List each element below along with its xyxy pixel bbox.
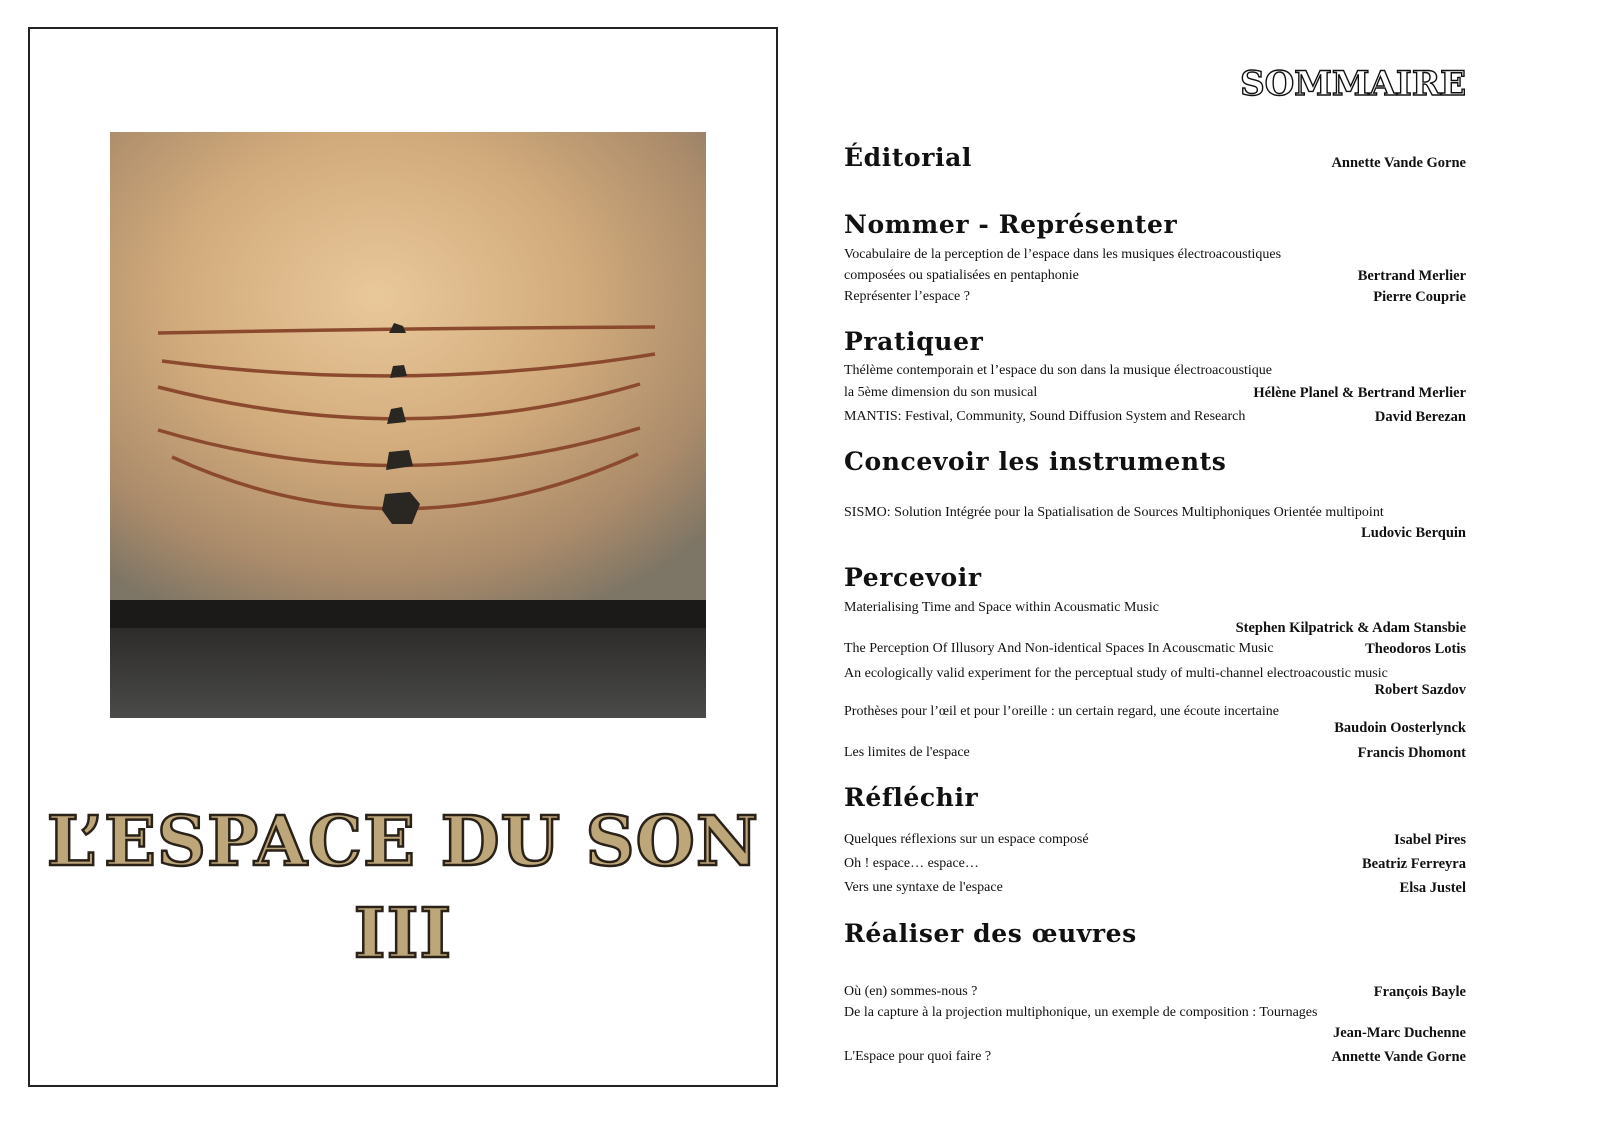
section-title-percevoir: Percevoir: [844, 563, 982, 592]
toc-author: Pierre Couprie: [1373, 289, 1466, 305]
toc-entry: la 5ème dimension du son musical: [844, 385, 1038, 400]
toc-author: Theodoros Lotis: [1365, 641, 1466, 657]
section-title-reflechir: Réfléchir: [844, 783, 979, 812]
toc-author: Annette Vande Gorne: [1331, 1049, 1466, 1065]
toc-author: François Bayle: [1373, 984, 1466, 1000]
toc-author: Jean-Marc Duchenne: [1332, 1025, 1466, 1041]
toc-entry: SISMO: Solution Intégrée pour la Spatialisation de Sources Multiphoniques Orientée multipoint: [844, 505, 1384, 520]
cover-photograph: [110, 132, 706, 718]
toc-author: Stephen Kilpatrick & Adam Stansbie: [1235, 620, 1466, 636]
toc-entry: Thélème contemporain et l’espace du son dans la musique électroacoustique: [844, 363, 1273, 378]
toc-entry: The Perception Of Illusory And Non-identical Spaces In Acouscmatic Music: [844, 641, 1274, 656]
toc-author: Bertrand Merlier: [1357, 268, 1466, 284]
toc-entry: Vocabulaire de la perception de l’espace dans les musiques électroacoustiques: [844, 247, 1282, 262]
toc-entry: MANTIS: Festival, Community, Sound Diffusion System and Research: [844, 409, 1246, 424]
section-title-realiser: Réaliser des œuvres: [844, 919, 1137, 948]
toc-heading: SOMMAIRE: [1240, 64, 1466, 104]
toc-author: Francis Dhomont: [1357, 745, 1466, 761]
toc-entry: Prothèses pour l’œil et pour l’oreille : un certain regard, une écoute incertaine: [844, 704, 1279, 719]
toc-author: Hélène Planel & Bertrand Merlier: [1253, 385, 1466, 401]
toc-author: Isabel Pires: [1394, 832, 1466, 848]
section-title-nommer: Nommer - Représenter: [844, 210, 1178, 239]
cover-title: L’ESPACE DU SON: [46, 802, 760, 882]
toc-entry: Représenter l’espace ?: [844, 289, 970, 304]
toc-entry: Vers une syntaxe de l'espace: [844, 880, 1003, 895]
toc-author: Robert Sazdov: [1374, 682, 1466, 698]
toc-entry: Où (en) sommes-nous ?: [844, 984, 978, 999]
toc-entry: Oh ! espace… espace…: [844, 856, 979, 871]
toc-author: Baudoin Oosterlynck: [1334, 720, 1466, 736]
toc-entry: composées ou spatialisées en pentaphonie: [844, 268, 1079, 283]
toc-entry: Quelques réflexions sur un espace composé: [844, 832, 1089, 847]
toc-entry: De la capture à la projection multiphonique, un exemple de composition : Tournages: [844, 1005, 1318, 1020]
toc-entry: Materialising Time and Space within Acousmatic Music: [844, 600, 1159, 615]
section-title-pratiquer: Pratiquer: [844, 327, 984, 356]
toc-author: David Berezan: [1374, 409, 1466, 425]
toc-entry: Les limites de l'espace: [844, 745, 970, 760]
section-title-concevoir: Concevoir les instruments: [844, 447, 1227, 476]
toc-entry: An ecologically valid experiment for the perceptual study of multi-channel electroacoustic music: [844, 666, 1388, 681]
toc-author: Elsa Justel: [1399, 880, 1466, 896]
section-title-editorial: Éditorial: [844, 143, 973, 172]
toc-author: Ludovic Berquin: [1361, 525, 1466, 541]
cover-volume-number: III: [353, 894, 453, 974]
toc-entry: L'Espace pour quoi faire ?: [844, 1049, 992, 1064]
toc-author: Beatriz Ferreyra: [1362, 856, 1466, 872]
cover-panel: [28, 27, 778, 1087]
author-editorial: Annette Vande Gorne: [1331, 155, 1466, 171]
